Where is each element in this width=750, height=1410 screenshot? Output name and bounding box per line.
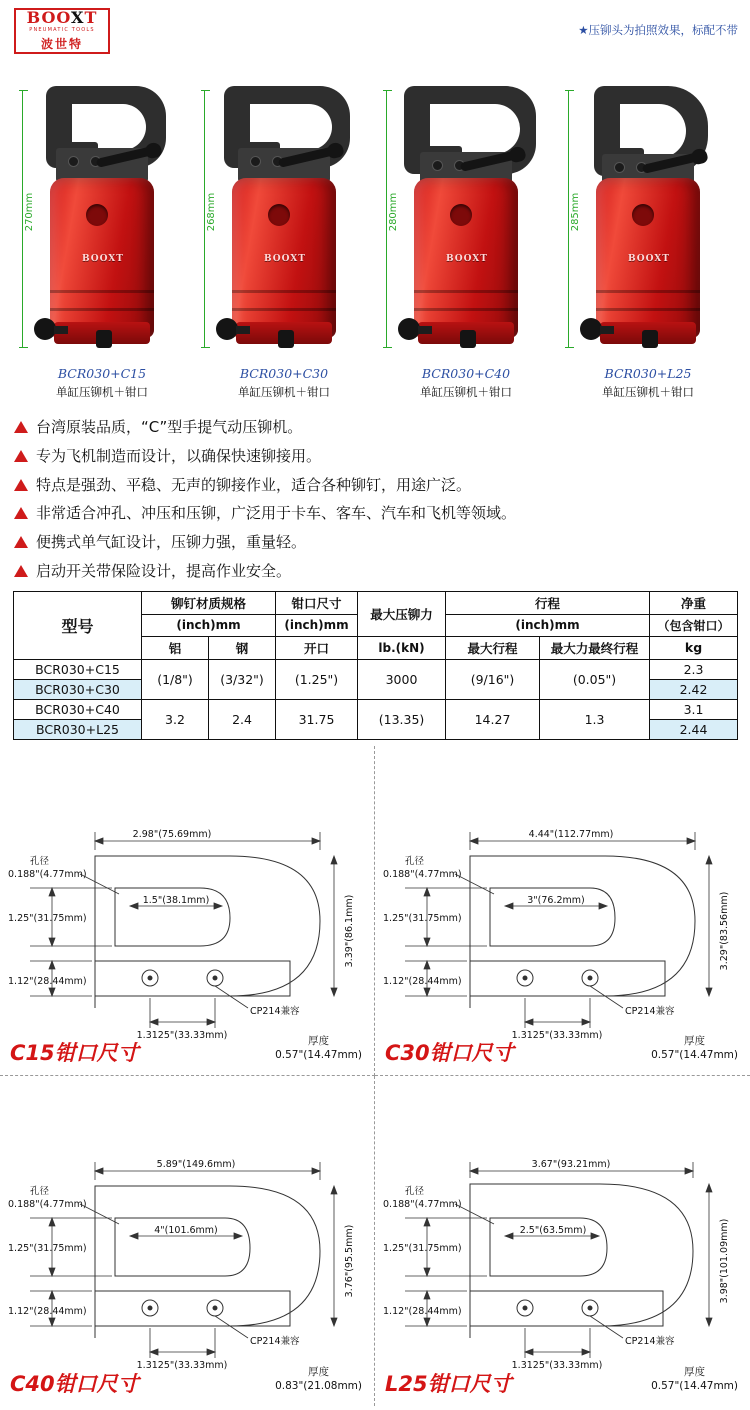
th-jaw-unit: (inch)mm <box>276 614 358 636</box>
thickness-label: 厚度 <box>684 1366 706 1379</box>
triangle-bullet-icon <box>14 450 28 462</box>
body-brand-label: BOOXT <box>264 254 306 264</box>
list-item <box>10 447 740 466</box>
triangle-bullet-icon <box>14 507 28 519</box>
hole-dimension: 0.188"(4.77mm) <box>383 868 462 880</box>
drawing-cell-c15 <box>0 746 375 1076</box>
product-model: BCR030+C40 <box>421 366 511 381</box>
cell-steel-mm: 2.4 <box>209 699 276 739</box>
hole-dimension: 0.188"(4.77mm) <box>8 1198 87 1210</box>
thickness-block <box>275 1035 362 1062</box>
drawing-title: C40钳口尺寸 <box>10 1371 139 1396</box>
product-description: 单缸压铆机＋钳口 <box>56 385 148 399</box>
triangle-bullet-icon <box>14 536 28 548</box>
right-dimension: 3.39"(86.1mm) <box>344 894 355 967</box>
brand-logo <box>14 8 110 54</box>
drawing-cell-c40 <box>0 1076 375 1406</box>
cell-weight: 2.42 <box>650 679 738 699</box>
product-description: 单缸压铆机＋钳口 <box>420 385 512 399</box>
list-item <box>10 476 740 495</box>
product-description: 单缸压铆机＋钳口 <box>238 385 330 399</box>
thickness-value: 0.57"(14.47mm) <box>651 1379 738 1392</box>
hole-dimension: 0.188"(4.77mm) <box>8 868 87 880</box>
hole-dimension: 0.188"(4.77mm) <box>383 1198 462 1210</box>
th-stroke-unit: (inch)mm <box>446 614 650 636</box>
cell-aluminum-inch: (1/8") <box>142 659 209 699</box>
thickness-value: 0.57"(14.47mm) <box>275 1048 362 1061</box>
l25-drawing <box>375 1076 750 1406</box>
product-figure <box>198 62 370 362</box>
right-dimension: 3.98"(101.09mm) <box>719 1218 730 1303</box>
left-dimension-1: 1.25"(31.75mm) <box>383 1242 462 1254</box>
th-rivet-unit: (inch)mm <box>142 614 276 636</box>
height-dimension-label: 270mm <box>23 192 35 232</box>
th-aluminum: 铝 <box>142 636 209 659</box>
triangle-bullet-icon <box>14 479 28 491</box>
cell-stroke-max-inch: (9/16") <box>446 659 540 699</box>
thickness-label: 厚度 <box>684 1035 706 1048</box>
hole-label: 孔径 <box>405 855 425 867</box>
table-row <box>14 659 738 679</box>
th-force: 最大压铆力 <box>358 591 446 636</box>
drawing-cell-c30 <box>375 746 750 1076</box>
header-note: ★压铆头为拍照效果，标配不带 <box>578 23 738 37</box>
product-model: BCR030+C15 <box>57 366 147 381</box>
feature-text: 非常适合冲孔、冲压和压铆，广泛用于卡车、客车、汽车和飞机等领域。 <box>36 504 517 523</box>
tool-illustration <box>584 86 724 354</box>
cell-force-kn: (13.35) <box>358 699 446 739</box>
c15-drawing <box>0 746 375 1076</box>
inner-dimension: 1.5"(38.1mm) <box>142 894 210 906</box>
thickness-label: 厚度 <box>308 1366 330 1379</box>
product-item <box>198 62 370 400</box>
cell-weight: 2.44 <box>650 719 738 739</box>
hole-label: 孔径 <box>405 1185 425 1197</box>
left-dimension-1: 1.25"(31.75mm) <box>8 912 87 924</box>
triangle-bullet-icon <box>14 421 28 433</box>
tool-illustration <box>402 86 542 354</box>
cell-weight: 3.1 <box>650 699 738 719</box>
drawing-title: C30钳口尺寸 <box>385 1040 514 1065</box>
cell-jaw-inch: (1.25") <box>276 659 358 699</box>
bottom-dimension: 1.3125"(33.33mm) <box>136 1359 228 1371</box>
cell-model: BCR030+L25 <box>14 719 142 739</box>
list-item <box>10 418 740 437</box>
inner-dimension: 4"(101.6mm) <box>154 1224 218 1236</box>
product-item <box>562 62 734 400</box>
left-dimension-2: 1.12"(28.44mm) <box>383 1305 462 1317</box>
th-weight: 净重 <box>650 591 738 614</box>
feature-text: 专为飞机制造而设计，以确保快速铆接用。 <box>36 446 322 465</box>
cell-jaw-mm: 31.75 <box>276 699 358 739</box>
left-dimension-2: 1.12"(28.44mm) <box>8 975 87 987</box>
product-figure <box>16 62 188 362</box>
th-stroke: 行程 <box>446 591 650 614</box>
cell-model: BCR030+C40 <box>14 699 142 719</box>
cell-model: BCR030+C15 <box>14 659 142 679</box>
thickness-block <box>651 1035 738 1062</box>
left-dimension-1: 1.25"(31.75mm) <box>8 1242 87 1254</box>
product-figure <box>380 62 552 362</box>
cell-stroke-final-mm: 1.3 <box>540 699 650 739</box>
cell-stroke-final-inch: (0.05") <box>540 659 650 699</box>
drawing-title: C15钳口尺寸 <box>10 1040 139 1065</box>
drawing-cell-l25 <box>375 1076 750 1406</box>
tool-illustration <box>220 86 360 354</box>
table-row <box>14 699 738 719</box>
drawing-grid <box>0 746 750 1406</box>
feature-text: 特点是强劲、平稳、无声的铆接作业，适合各种铆钉，用途广泛。 <box>36 475 472 494</box>
thickness-value: 0.83"(21.08mm) <box>275 1379 362 1392</box>
product-item <box>16 62 188 400</box>
th-final-stroke: 最大力最终行程 <box>540 636 650 659</box>
top-dimension: 4.44"(112.77mm) <box>528 828 614 840</box>
c40-drawing <box>0 1076 375 1406</box>
height-dimension-label: 280mm <box>387 192 399 232</box>
list-item <box>10 504 740 523</box>
bottom-dimension: 1.3125"(33.33mm) <box>511 1359 603 1371</box>
hole-label: 孔径 <box>30 855 50 867</box>
body-brand-label: BOOXT <box>446 254 488 264</box>
left-dimension-1: 1.25"(31.75mm) <box>383 912 462 924</box>
feature-text: 便携式单气缸设计，压铆力强，重量轻。 <box>36 533 307 551</box>
thickness-label: 厚度 <box>308 1035 330 1048</box>
th-opening: 开口 <box>276 636 358 659</box>
th-force-unit: lb.(kN) <box>358 636 446 659</box>
logo-chinese-name: 波世特 <box>40 37 83 51</box>
cell-weight: 2.3 <box>650 659 738 679</box>
thickness-block <box>275 1366 362 1393</box>
cp-compat-label: CP214兼容 <box>625 1335 675 1347</box>
th-steel: 钢 <box>209 636 276 659</box>
cell-stroke-max-mm: 14.27 <box>446 699 540 739</box>
th-weight-unit: （包含钳口） <box>650 614 738 636</box>
th-kg: kg <box>650 636 738 659</box>
cp-compat-label: CP214兼容 <box>250 1335 300 1347</box>
list-item <box>10 533 740 552</box>
product-gallery <box>0 62 750 400</box>
height-dimension-label: 268mm <box>205 192 217 232</box>
left-dimension-2: 1.12"(28.44mm) <box>383 975 462 987</box>
logo-brand-text: BOOXT <box>26 8 98 27</box>
inner-dimension: 3"(76.2mm) <box>527 894 585 906</box>
th-model: 型号 <box>14 591 142 659</box>
feature-list <box>10 418 740 581</box>
cell-steel-inch: (3/32") <box>209 659 276 699</box>
feature-text: 台湾原装品质，“C”型手提气动压铆机。 <box>36 418 303 436</box>
product-item <box>380 62 552 400</box>
page-header <box>0 0 750 62</box>
cell-force-lb: 3000 <box>358 659 446 699</box>
thickness-value: 0.57"(14.47mm) <box>651 1048 738 1061</box>
drawing-title: L25钳口尺寸 <box>385 1371 512 1396</box>
right-dimension: 3.29"(83.56mm) <box>719 891 730 970</box>
product-model: BCR030+L25 <box>604 366 692 381</box>
left-dimension-2: 1.12"(28.44mm) <box>8 1305 87 1317</box>
th-rivet-material: 铆钉材质规格 <box>142 591 276 614</box>
bottom-dimension: 1.3125"(33.33mm) <box>511 1029 603 1041</box>
height-dimension-label: 285mm <box>569 192 581 232</box>
th-max-stroke: 最大行程 <box>446 636 540 659</box>
thickness-block <box>651 1366 738 1393</box>
specification-table <box>13 591 738 740</box>
cp-compat-label: CP214兼容 <box>625 1005 675 1017</box>
top-dimension: 3.67"(93.21mm) <box>531 1158 611 1170</box>
c30-drawing <box>375 746 750 1076</box>
cell-model: BCR030+C30 <box>14 679 142 699</box>
product-model: BCR030+C30 <box>239 366 329 381</box>
product-figure <box>562 62 734 362</box>
bottom-dimension: 1.3125"(33.33mm) <box>136 1029 228 1041</box>
right-dimension: 3.76"(95.5mm) <box>344 1224 355 1297</box>
body-brand-label: BOOXT <box>628 254 670 264</box>
top-dimension: 5.89"(149.6mm) <box>156 1158 236 1170</box>
inner-dimension: 2.5"(63.5mm) <box>519 1224 587 1236</box>
tool-illustration <box>38 86 178 354</box>
cell-aluminum-mm: 3.2 <box>142 699 209 739</box>
logo-subtitle: PNEUMATIC TOOLS <box>29 27 95 33</box>
hole-label: 孔径 <box>30 1185 50 1197</box>
product-description: 单缸压铆机＋钳口 <box>602 385 694 399</box>
triangle-bullet-icon <box>14 565 28 577</box>
top-dimension: 2.98"(75.69mm) <box>132 828 212 840</box>
cp-compat-label: CP214兼容 <box>250 1005 300 1017</box>
feature-text: 启动开关带保险设计，提高作业安全。 <box>36 561 292 580</box>
body-brand-label: BOOXT <box>82 254 124 264</box>
list-item <box>10 562 740 581</box>
th-jaw: 钳口尺寸 <box>276 591 358 614</box>
